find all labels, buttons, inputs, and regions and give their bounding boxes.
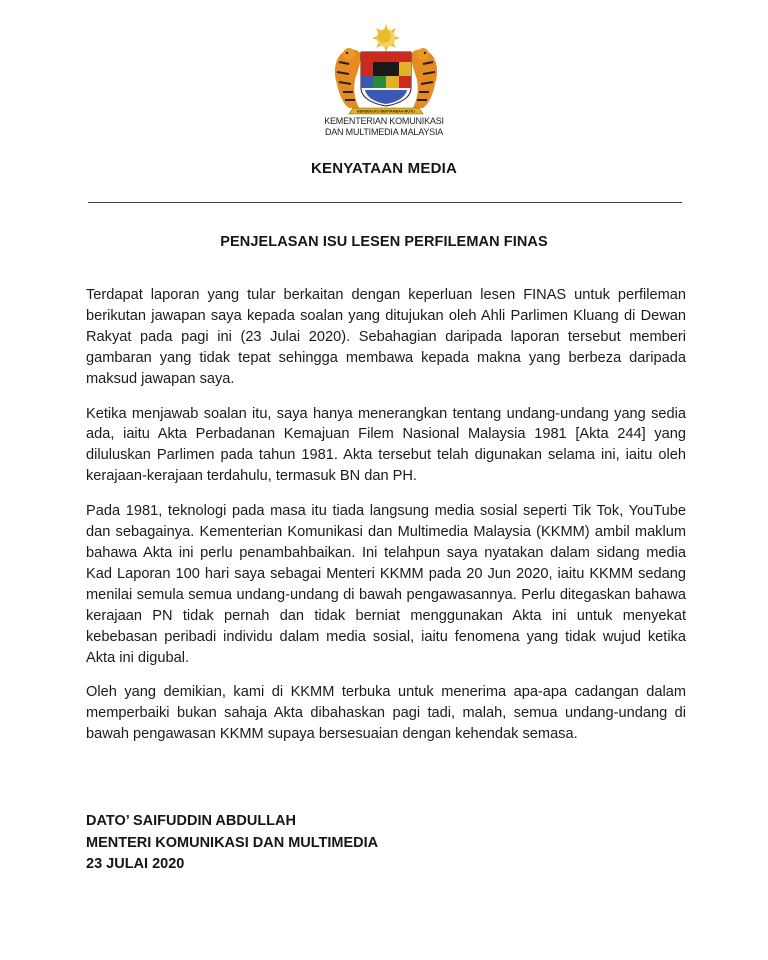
document-type-title: KENYATAAN MEDIA (310, 160, 458, 177)
paragraph-4: Oleh yang demikian, kami di KKMM terbuka untuk menerima apa-apa cadangan dalam memperbaiki bukan sahaja Akta dibahaskan pagi tadi, malah, semua undang-undang di bawah pengawasan KKMM supaya bersesuaian dengan kehendak semasa. (86, 684, 686, 743)
ministry-line-2: DAN MULTIMEDIA MALAYSIA (324, 127, 444, 137)
ministry-name (296, 116, 472, 138)
shield-icon (361, 52, 411, 106)
document-subject: PENJELASAN ISU LESEN PERFILEMAN FINAS (220, 234, 548, 250)
paragraph-3: Pada 1981, teknologi pada masa itu tiada langsung media sosial seperti Tik Tok, YouTube dan sebagainya. Kementerian Komunikasi dan Multimedia Malaysia (KKMM) ambil maklum bahawa Akta ini perlu penambahbaikan. Ini telahpun saya nyatakan dalam sidang media Kad Laporan 100 hari saya sebagai Menteri KKMM pada 20 Jun 2020, iaitu KKMM sedang menilai semula semua undang-undang di bawah pengawasannya. Perlu ditegaskan bahawa kerajaan PN tidak pernah dan tidak berniat menggunakan Akta ini untuk menyekat kebebasan peribadi individu dalam media sosial, iaitu fenomena yang tidak wujud ketika Akta ini digubal. (86, 503, 686, 666)
right-tiger-icon (411, 48, 437, 108)
ministry-line-1: KEMENTERIAN KOMUNIKASI (324, 116, 444, 126)
paragraph-1: Terdapat laporan yang tular berkaitan dengan keperluan lesen FINAS untuk perfileman berikutan jawapan saya kepada soalan yang ditujukan oleh Ahli Parlimen Kluang di Dewan Rakyat pada pagi ini (23 Julai 2020). Sebahagian daripada laporan tersebut memberi gambaran yang tidak tepat sehingga membawa kepada makna yang berbeza daripada maksud jawapan saya. (86, 287, 686, 387)
paragraph-2: Ketika menjawab soalan itu, saya hanya menerangkan tentang undang-undang yang sedia ada, iaitu Akta Perbadanan Kemajuan Filem Nasional Malaysia 1981 [Akta 244] yang diluluskan Parlimen pada tahun 1981. Akta tersebut telah digunakan selama ini, iaitu oleh kerajaan-kerajaan terdahulu, termasuk BN dan PH. (86, 405, 686, 485)
crest-motto-text: BERSEKUTU BERTAMBAH MUTU (357, 109, 415, 114)
signature-block (86, 811, 586, 876)
divider (88, 202, 682, 203)
statement-body (86, 285, 686, 759)
signatory-name: DATO’ SAIFUDDIN ABDULLAH (86, 813, 296, 829)
left-tiger-icon (335, 48, 361, 108)
statement-date: 23 JULAI 2020 (86, 856, 185, 872)
signatory-position: MENTERI KOMUNIKASI DAN MULTIMEDIA (86, 834, 379, 851)
coat-of-arms-emblem (327, 24, 445, 116)
